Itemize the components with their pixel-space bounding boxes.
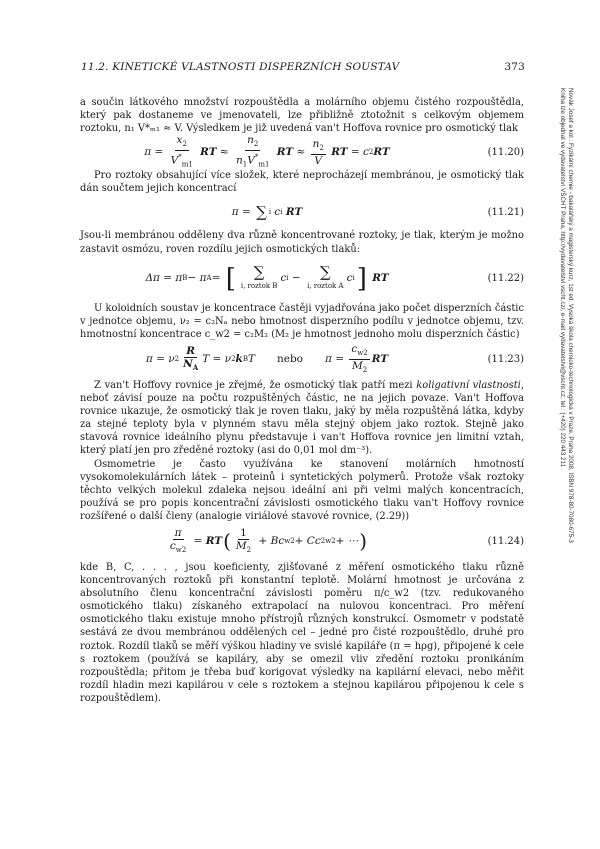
- equation-11-22-number: (11.22): [487, 273, 524, 285]
- term-koligativni-vlastnosti: koligativní vlastnosti: [416, 379, 521, 391]
- equation-11-23: [80, 343, 524, 377]
- sidenote-line-2: Kniha lze objednat ve vydavatelství VŠCHT Praha, http://vydavatelstvi.vscht.cz/, e-mail vydavatelstvi@vscht.cz, tel.: (+420) 220 443 211: [558, 88, 566, 468]
- equation-11-22-formula: Δπ = π B − π A = [ ∑ i, roztok B c i − ∑ i, roztok A c i ] RT: [145, 262, 389, 294]
- body-text: [80, 96, 524, 705]
- equation-11-23-connector: nebo: [276, 353, 304, 366]
- sum-index-a: i, roztok A: [307, 281, 344, 290]
- equation-11-20-formula: π = $\frac{x_2}{V^*_{m1}}$ RT ≈ $\frac{n_2}{n_1V^*_{m1}}$ RT ≈ $\frac{n_2}{V}$ RT = c 2 RT: [144, 133, 390, 169]
- equation-11-24: [80, 525, 524, 559]
- equation-11-21-number: (11.21): [487, 206, 524, 218]
- running-header: [73, 61, 525, 77]
- equation-11-21-formula: π = ∑ i c i RT: [231, 202, 303, 221]
- paragraph-2: Pro roztoky obsahující více složek, které neprocházejí membránou, je osmotický tlak dán součtem jejich koncentrací: [80, 170, 524, 195]
- equation-11-21: [80, 197, 524, 227]
- paragraph-5: Z van't Hoffovy rovnice je zřejmé, že osmotický tlak patří mezi koligativní vlastnosti, neboť závisí pouze na počtu rozpuštěných částic, ne na jejich povaze. Van't Hoffova rovnice ukazuje, že osmotický tlak je roven tlaku, jaký by měla rozpuštěná látka, kdyby za stejné teploty byla v plynném stavu měla stejný objem jako roztok. Stejně jako stavová rovnice ideálního plynu představuje i van't Hoffova rovnice jen limitní vztah, který platí jen pro zředěné roztoky (asi do 0,01 mol dm⁻³).: [80, 379, 524, 457]
- sidenote-line-1: Novák Josef a kol.: Fyzikální chemie - bakalářský a magisterský kurz, 1st ed. Vysoká škola chemicko-technologická v Praze, Praha 2008, ISBN 978-80-7080-675-3: [567, 88, 574, 543]
- paragraph-1: a součin látkového množství rozpouštědla a molárního objemu čistého rozpouštědla, který pak dostaneme ve jmenovateli, lze přibližně ztotožnit s celkovým objemem roztoku, n₁ V*ₘ₁ ≈ V. Výsledkem je již uvedená van't Hoffova rovnice pro osmotický tlak: [80, 97, 524, 135]
- equation-11-20: [80, 133, 524, 169]
- equation-11-23-number: (11.23): [487, 354, 524, 366]
- section-title: 11.2. KINETICKÉ VLASTNOSTI DISPERZNÍCH SOUSTAV: [81, 61, 400, 73]
- sum-index-b: i, roztok B: [240, 281, 278, 290]
- equation-11-23-formula: π = ν 2 $\frac{R}{N_A}$ T = ν 2 k B T nebo π = $\frac{c_{w2}}{M_2}$ RT: [145, 343, 389, 375]
- page-number: 373: [504, 61, 525, 73]
- paragraph-4: U koloidních soustav je koncentrace častěji vyjadřována jako počet disperzních částic v jednotce objemu, ν₂ = c₂Nₐ nebo hmotnost disperzního podílu v jednotce objemu, tzv. hmotnostní koncentrace c_w2 = c₂M₂ (M₂ je hmotnost jednoho molu disperzních částic): [80, 302, 524, 340]
- equation-11-24-formula: $\frac{\pi}{c_{w2}}$ = RT ( $\frac{1}{M_2}$ + Bc w2 + Cc 2 w2 + ⋯ ): [169, 527, 368, 555]
- equation-11-22: [80, 258, 524, 300]
- paragraph-3: Jsou-li membránou odděleny dva různě koncentrované roztoky, je tlak, kterým je možno zastavit osmózu, roven rozdílu jejich osmotických tlaků:: [80, 230, 524, 255]
- equation-11-20-number: (11.20): [487, 146, 524, 158]
- paragraph-6: Osmometrie je často využívána ke stanovení molárních hmotností vysokomolekulárních látek – proteinů i syntetických polymerů. Protože však roztoky těchto velkých molekul zdaleka nejsou ideální ani při velmi malých koncentracích, používá se pro popis koncentrační závislosti osmotického tlaku van't Hoffovy rovnice rozšířené o další členy (analogie viriálové stavové rovnice, (2.29)): [80, 458, 524, 522]
- paragraph-7: kde B, C, . . . , jsou koeficienty, zjišťované z měření osmotického tlaku různě koncentrovaných roztoků při konstantní teplotě. Molární hmotnost je určována z absolutního členu koncentrační závislosti poměru π/c_w2 (tzv. redukovaného osmotického tlaku) získaného extrapolací na nulovou koncentraci. Pro měření osmotického tlaku existuje mnoho přístrojů různých konstrukcí. Osmometr v podstatě sestává ze dvou membránou oddělených cel – jedné pro čisté rozpouštědlo, druhé pro roztok. Rozdíl tlaků se měří výškou hladiny ve svislé kapiláře (π = hρg), připojené k cele s roztokem (používá se kapiláry, aby se omezil vliv zředění roztoku pronikáním rozpouštědla; přitom je třeba buď korigovat výsledky na kapilární elevaci, nebo měřit rozdíl hladin mezi kapilárou v cele s roztokem a stejnou kapilárou připojenou k cele s rozpouštědlem).: [80, 561, 524, 704]
- equation-11-24-number: (11.24): [487, 536, 524, 548]
- copyright-sidenote: [556, 88, 580, 688]
